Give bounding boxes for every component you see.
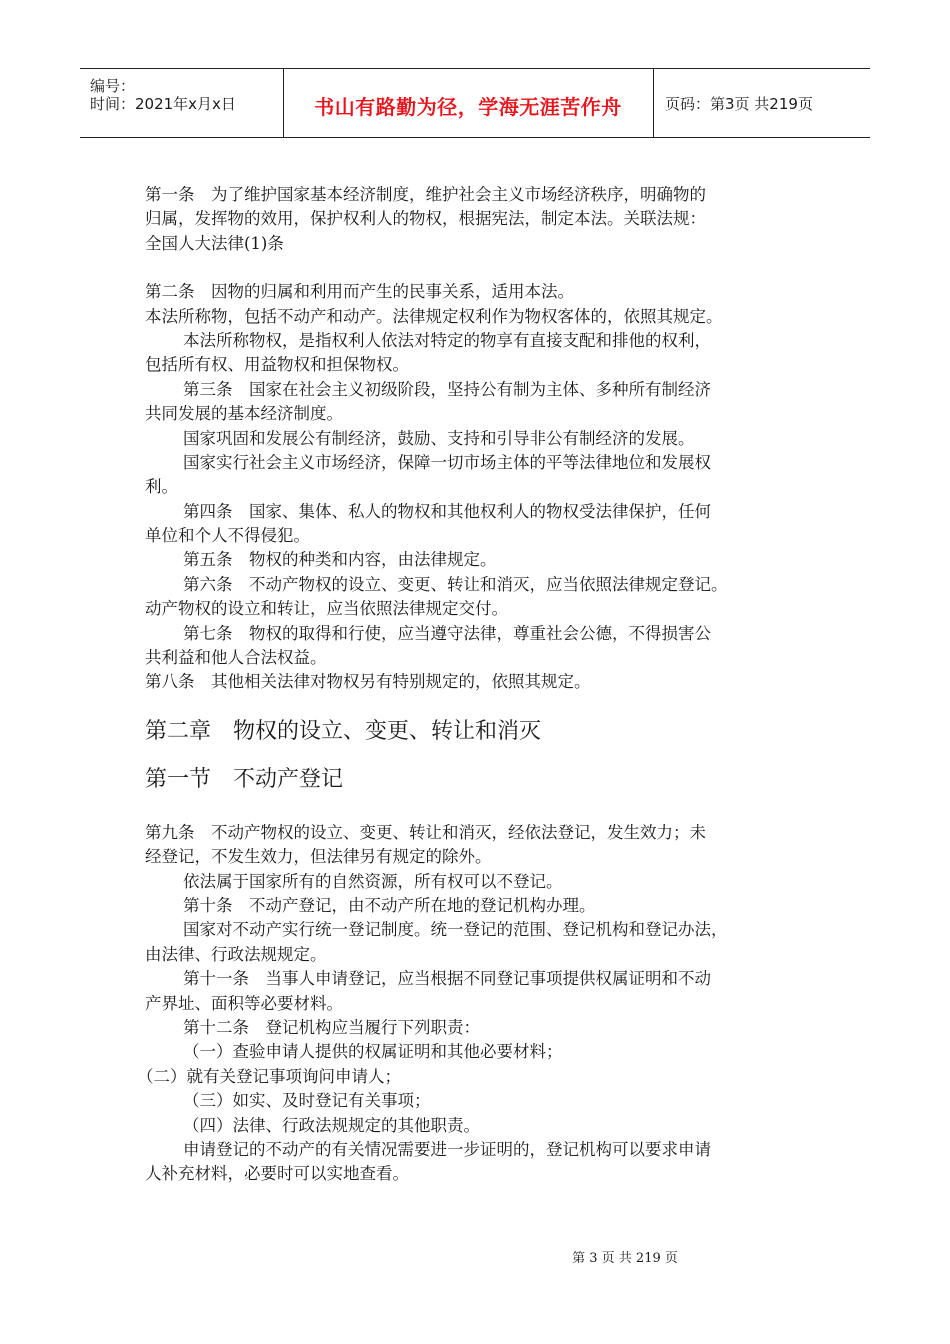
text-line: 申请登记的不动产的有关情况需要进一步证明的，登记机构可以要求申请 (183, 1139, 711, 1159)
header-page-cell (653, 69, 870, 137)
text-line: 利。 (145, 477, 178, 497)
text-line: 第八条 其他相关法律对物权另有特别规定的，依照其规定。 (145, 672, 591, 692)
text-line: 本法所称物，包括不动产和动产。法律规定权利作为物权客体的，依照其规定。 (145, 306, 723, 326)
header-page-label: 页码：第3页 共219页 (665, 95, 813, 113)
text-line: 依法属于国家所有的自然资源，所有权可以不登记。 (183, 871, 563, 891)
text-line: 动产物权的设立和转让，应当依照法律规定交付。 (145, 599, 508, 619)
text-line: 包括所有权、用益物权和担保物权。 (145, 355, 409, 375)
motto-text: 书山有路勤为径，学海无涯苦作舟 (314, 95, 622, 119)
date-label: 时间：2021年x月x日 (90, 95, 236, 113)
text-line: 第六条 不动产物权的设立、变更、转让和消灭，应当依照法律规定登记。 (183, 574, 728, 594)
text-line: 第一条 为了维护国家基本经济制度，维护社会主义市场经济秩序，明确物的 (145, 185, 706, 204)
text-line: 第三条 国家在社会主义初级阶段，坚持公有制为主体、多种所有制经济 (183, 379, 711, 399)
document-body (137, 183, 815, 1187)
paragraph-gap (145, 256, 815, 280)
articles-part-2 (137, 821, 815, 1187)
text-line: 产界址、面积等必要材料。 (145, 993, 343, 1013)
articles-part-1 (145, 183, 815, 695)
text-line: 第七条 物权的取得和行使，应当遵守法律，尊重社会公德，不得损害公 (183, 623, 711, 643)
text-line: 经登记，不发生效力，但法律另有规定的除外。 (145, 847, 492, 867)
page-footer (0, 1247, 950, 1266)
text-line: 归属，发挥物的效用，保护权利人的物权，根据宪法，制定本法。关联法规： (145, 209, 706, 229)
text-line: 第十条 不动产登记，由不动产所在地的登记机构办理。 (183, 895, 596, 915)
footer-page-number: 第 3 页 共 219 页 (572, 1251, 678, 1266)
text-line: 第十一条 当事人申请登记，应当根据不同登记事项提供权属证明和不动 (183, 969, 711, 989)
text-line: 单位和个人不得侵犯。 (145, 526, 310, 546)
text-line: （三）如实、及时登记有关事项； (183, 1091, 431, 1111)
text-line: （一）查验申请人提供的权属证明和其他必要材料； (183, 1042, 563, 1062)
text-line: 国家巩固和发展公有制经济，鼓励、支持和引导非公有制经济的发展。 (183, 428, 695, 448)
text-line: （四）法律、行政法规规定的其他职责。 (183, 1115, 480, 1135)
chapter-title: 第二章 物权的设立、变更、转让和消灭 (145, 718, 542, 744)
text-line: 国家实行社会主义市场经济，保障一切市场主体的平等法律地位和发展权 (183, 452, 711, 472)
text-line: 共利益和他人合法权益。 (145, 648, 327, 668)
text-line: 第九条 不动产物权的设立、变更、转让和消灭，经依法登记，发生效力；未 (145, 822, 706, 842)
text-line: 共同发展的基本经济制度。 (145, 404, 343, 424)
text-line: 全国人大法律(1)条 (145, 233, 284, 253)
text-line: 由法律、行政法规规定。 (145, 944, 327, 964)
text-line: 第二条 因物的归属和利用而产生的民事关系，适用本法。 (145, 282, 574, 302)
text-line: 第四条 国家、集体、私人的物权和其他权利人的物权受法律保护，任何 (183, 501, 711, 521)
text-line: （二）就有关登记事项询问申请人； (137, 1066, 401, 1086)
text-line: 人补充材料，必要时可以实地查看。 (145, 1164, 409, 1184)
page-header (80, 68, 870, 138)
text-line: 第五条 物权的种类和内容，由法律规定。 (183, 550, 497, 570)
text-line: 国家对不动产实行统一登记制度。统一登记的范围、登记机构和登记办法， (183, 920, 728, 940)
header-motto-cell (283, 69, 654, 137)
text-line: 本法所称物权，是指权利人依法对特定的物享有直接支配和排他的权利， (183, 330, 711, 350)
header-meta (80, 69, 284, 137)
number-label: 编号： (90, 77, 136, 95)
section-title: 第一节 不动产登记 (145, 766, 344, 792)
text-line: 第十二条 登记机构应当履行下列职责： (183, 1017, 480, 1037)
